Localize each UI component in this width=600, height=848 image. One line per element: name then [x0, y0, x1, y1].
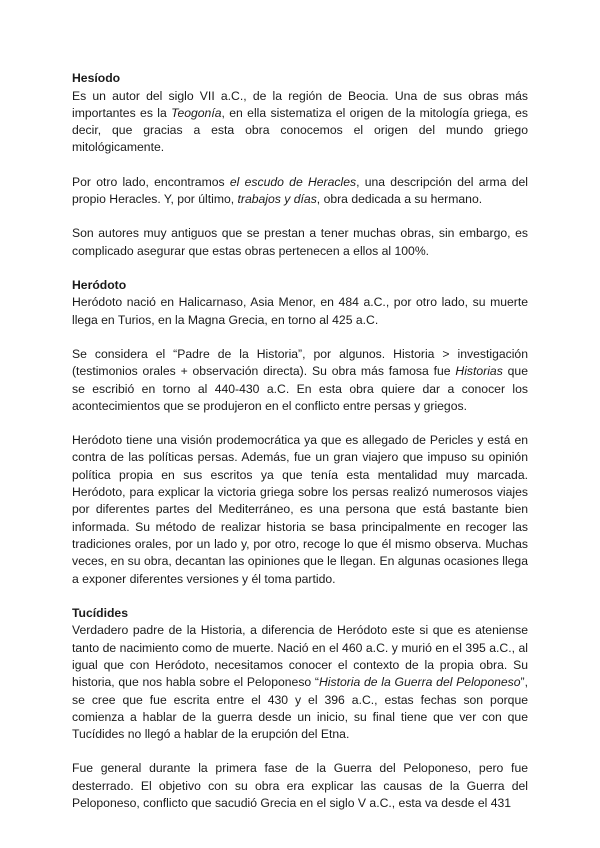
text-run: Es un autor del siglo VII a.C., de la región de Beocia. Una de sus obras más importantes es la [72, 88, 528, 120]
section-heading: Hesíodo [72, 71, 121, 85]
text-run: Por otro lado, encontramos [72, 174, 230, 189]
text-run: , en ella sistematiza el origen de la mitología griega, es decir, que gracias a esta obra conocemos el origen del mundo griego mitológicamente. [72, 105, 528, 155]
text-run: Se considera el “Padre de la Historia”, por algunos. Historia > investigación (testimonios orales + observación directa). Su obra más famosa fue [72, 346, 528, 379]
text-run: Verdadero padre de la Historia, a diferencia de Heródoto este si que es ateniense tanto de nacimiento como de muerte. Nació en el 460 a.C. y murió en el 395 a.C., al igual que con Heródoto, necesitamos conocer el contexto de la propia obra. Su historia, que nos habla sobre el Peloponeso “ [72, 623, 528, 690]
paragraph [72, 432, 528, 588]
paragraph [72, 294, 528, 329]
italic-title: Historia de la Guerra del Peloponeso [318, 675, 521, 690]
text-run: , una descripción del arma del propio Heracles. Y, por último, [72, 174, 529, 206]
italic-title: trabajos y días [237, 191, 317, 206]
italic-title: Historias [455, 364, 503, 379]
section-heading: Heródoto [72, 277, 127, 292]
text-run: Fue general durante la primera fase de la Guerra del Peloponeso, pero fue desterrado. El objetivo con su obra era explicar las causas de la Guerra del Peloponeso, conflicto que sacudió Grecia en el siglo V a.C., esta va desde el 431 [72, 761, 528, 810]
paragraph [72, 622, 528, 743]
paragraph [72, 346, 528, 415]
paragraph [72, 88, 528, 157]
paragraph [72, 174, 528, 209]
paragraph [72, 225, 528, 260]
text-run: que se escribió en torno al 440-430 a.C. En esta obra quiere dar a conocer los acontecimientos que se produjeron en el conflicto entre persas y griegos. [72, 364, 528, 413]
section-hesiodo [72, 70, 528, 260]
text-run: , obra dedicada a su hermano. [316, 191, 483, 206]
text-run: Son autores muy antiguos que se prestan a tener muchas obras, sin embargo, es complicado asegurar que estas obras pertenecen a ellos al 100%. [72, 226, 528, 258]
italic-title: Teogonía [171, 105, 222, 120]
section-herodoto [72, 277, 528, 588]
text-run: Heródoto nació en Halicarnaso, Asia Menor, en 484 a.C., por otro lado, su muerte llega en Turios, en la Magna Grecia, en torno al 425 a.C. [72, 295, 528, 327]
paragraph [72, 760, 528, 812]
section-heading: Tucídides [72, 605, 128, 620]
text-run: ”, se cree que fue escrita entre el 430 y el 396 a.C., estas fechas son porque comienza a hablar de la guerra desde un inicio, su final tiene que ver con que Tucídides no llegó a hablar de la erupción del Etna. [72, 675, 528, 742]
text-run: Heródoto tiene una visión prodemocrática ya que es allegado de Pericles y está en contra de las políticas persas. Además, fue un gran viajero que impuso su opinión política propia en sus escritos ya que tenía esta mentalidad muy marcada. Heródoto, para explicar la victoria griega sobre los persas realizó numerosos viajes por diferentes partes del Mediterráneo, es una persona que está bastante bien informada. Su método de realizar historia se basa principalmente en recoger las tradiciones orales, por un lado y, por otro, recoge lo que él mismo observa. Muchas veces, en su obra, decantan las opiniones que le llegan. En algunas ocasiones llega a exponer diferentes versiones y él toma partido. [72, 433, 528, 586]
section-tucidides [72, 605, 528, 812]
italic-title: el escudo de Heracles [229, 174, 357, 189]
